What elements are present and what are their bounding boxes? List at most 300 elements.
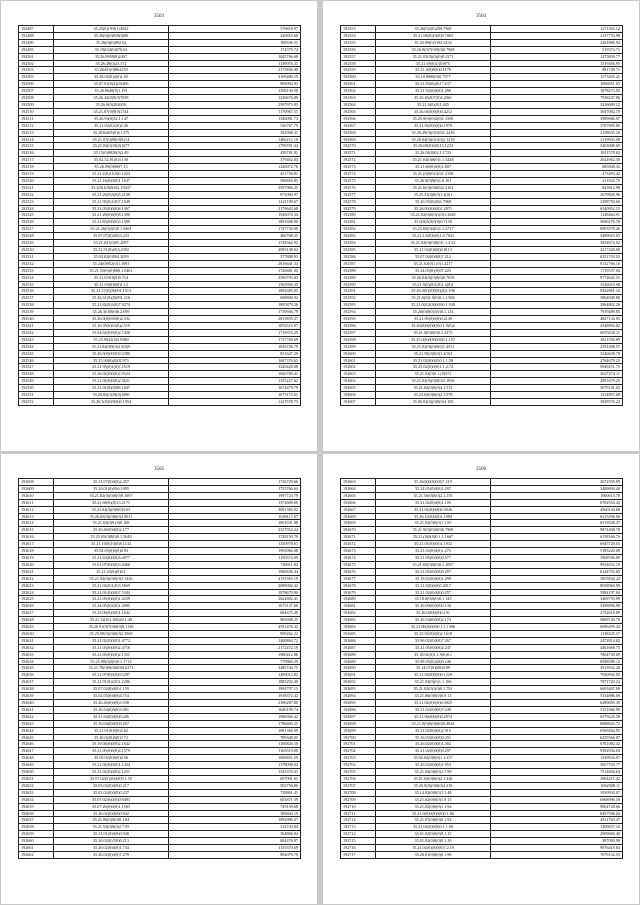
amount-cell: 6968996.59 <box>491 796 623 803</box>
record-code-cell: 35.21.02(0)0(0)0.1979 <box>376 122 491 129</box>
amount-cell: 1148464.91 <box>491 212 623 219</box>
record-id-cell: 192712 <box>341 817 376 824</box>
amount-cell: 1220428.08 <box>169 364 301 371</box>
amount-cell: 7919489.05 <box>491 309 623 316</box>
record-code-cell: 35.98.05(0)2(0)0.246 <box>376 658 491 665</box>
table-row <box>19 575 301 582</box>
amount-cell: 1460864.72 <box>169 637 301 644</box>
record-id-cell: 192520 <box>19 177 54 184</box>
record-code-cell: 35.26.0(0)9(0)1.0.161 <box>376 177 491 184</box>
record-id-cell: 192555 <box>341 39 376 46</box>
amount-cell: 831647.20 <box>169 350 301 357</box>
record-code-cell: 35.26.42(0)9(0)7038 <box>54 95 169 102</box>
record-code-cell: 35.14.07(0)0(0)0.99 <box>376 665 491 672</box>
table-row <box>19 845 301 852</box>
record-code-cell: 35.26.0(0)(0)0(0)(0)2.196 <box>376 288 491 295</box>
table-row <box>341 603 623 610</box>
record-code-cell: 35.01.07(0)0(0)3.0466 <box>54 561 169 568</box>
record-code-cell: 35.21.02(0)0(0)2.5621 <box>54 378 169 385</box>
amount-cell: 843812.98 <box>491 184 623 191</box>
amount-cell: 6289659.39 <box>491 700 623 707</box>
record-id-cell: 192584 <box>341 240 376 247</box>
table-row <box>341 171 623 178</box>
table-row <box>19 741 301 748</box>
record-code-cell: 35.21.0(0)2(0)0(0)0.1.940 <box>376 302 491 309</box>
record-id-cell: 192702 <box>341 748 376 755</box>
record-id-cell: 192649 <box>19 762 54 769</box>
record-code-cell: 35.21.70(0)9(0)0(0)0.6271 <box>54 665 169 672</box>
table-row <box>19 658 301 665</box>
record-id-cell: 192708 <box>341 789 376 796</box>
table-row <box>341 700 623 707</box>
record-code-cell: 35.21.06(0)0(0)0.9.13 <box>376 693 491 700</box>
record-code-cell: 35.26.04(0)9(0)0.4212 <box>376 108 491 115</box>
amount-cell: 1045766.68 <box>169 53 301 60</box>
table-row <box>341 226 623 233</box>
record-id-cell: 192525 <box>19 212 54 219</box>
amount-cell: 3346638.79 <box>491 350 623 357</box>
table-row <box>341 108 623 115</box>
record-code-cell: 35.16.39(0)63(0)2.519 <box>54 322 169 329</box>
record-id-cell: 192607 <box>341 398 376 405</box>
table-row <box>341 575 623 582</box>
table-row <box>341 824 623 831</box>
record-id-cell: 192667 <box>341 506 376 513</box>
table-row <box>341 74 623 81</box>
record-code-cell: 35.26.46(0)0(0)2.177 <box>54 527 169 534</box>
record-code-cell: 35.21.01(0)0(0)1.1932 <box>376 541 491 548</box>
table-row <box>341 53 623 60</box>
record-id-cell: 192685 <box>341 630 376 637</box>
record-code-cell: 35.26.9640(0)1.191 <box>54 88 169 95</box>
table-row <box>341 541 623 548</box>
amount-cell: 1372608.00 <box>169 499 301 506</box>
table-row <box>341 527 623 534</box>
amount-cell: 188336.51 <box>169 39 301 46</box>
amount-cell: 3989686.97 <box>491 115 623 122</box>
record-id-cell: 192538 <box>19 302 54 309</box>
table-row <box>341 589 623 596</box>
table-row <box>341 630 623 637</box>
amount-cell: 2764679.23 <box>491 357 623 364</box>
table-row <box>19 122 301 129</box>
record-code-cell: 35.21.01(0)0(0)0.948 <box>54 831 169 838</box>
record-code-cell: 35.21.83(0)0(0)3.1399 <box>54 219 169 226</box>
record-code-cell: 35.21.02(0)0(0)1.105 <box>376 499 491 506</box>
record-code-cell: 35.25.9042(0)5.9580 <box>54 336 169 343</box>
record-id-cell: 192581 <box>341 219 376 226</box>
table-row <box>341 205 623 212</box>
record-id-cell: 192603 <box>341 371 376 378</box>
record-code-cell: 35.96.02(0)0(0)7.267 <box>376 637 491 644</box>
amount-cell: 779860.29 <box>169 658 301 665</box>
amount-cell: 2909684.40 <box>491 831 623 838</box>
record-code-cell: 35.25.06(0)0(0)1.1642 <box>54 610 169 617</box>
record-code-cell: 35.26.54(0)0(0)3.901 <box>54 706 169 713</box>
record-code-cell: 35.21.68(0)(0)13.2171 <box>54 499 169 506</box>
record-code-cell: 35.26(0)(0)059(0)96 <box>54 32 169 39</box>
amount-cell: 1994797.15 <box>169 686 301 693</box>
record-code-cell: 35.07.02(0)0(0)0.9493 <box>54 796 169 803</box>
amount-cell: 1165519.00 <box>169 748 301 755</box>
record-code-cell: 35.26.99(0)0007.13 <box>54 164 169 171</box>
record-code-cell: 35.21.55(0)(0)800.1.0461 <box>54 267 169 274</box>
amount-cell: 1066851.59 <box>169 755 301 762</box>
table-row <box>341 26 623 33</box>
table-row <box>341 240 623 247</box>
record-id-cell: 192517 <box>19 157 54 164</box>
table-row <box>341 568 623 575</box>
record-id-cell: 192673 <box>341 548 376 555</box>
table-row <box>19 672 301 679</box>
amount-cell: 3285744.75 <box>169 665 301 672</box>
table-row <box>341 191 623 198</box>
table-row <box>341 253 623 260</box>
record-id-cell: 192646 <box>19 741 54 748</box>
record-code-cell: 35.26.02(0)0(0)3.72 <box>54 734 169 741</box>
record-id-cell: 192669 <box>341 520 376 527</box>
record-id-cell: 192543 <box>19 336 54 343</box>
record-code-cell: 35.25(0)19/0(1)4922 <box>54 26 169 33</box>
amount-cell: 1918372.42 <box>169 693 301 700</box>
amount-cell: 2172472.19 <box>169 644 301 651</box>
record-code-cell: 35.21.02(0)(0)0(0)7.2.19 <box>376 845 491 852</box>
record-id-cell: 192699 <box>341 727 376 734</box>
record-id-cell: 192595 <box>341 316 376 323</box>
document-page <box>1 1 317 451</box>
table-row <box>341 95 623 102</box>
record-id-cell: 192629 <box>19 624 54 631</box>
record-code-cell: 35.21.02(0)0(0)0.3025 <box>376 700 491 707</box>
record-id-cell: 192509 <box>19 101 54 108</box>
record-id-cell: 192586 <box>341 253 376 260</box>
amount-cell: 1138425.37 <box>491 630 623 637</box>
record-code-cell: 35.21.07(0)9(0)1744 <box>54 108 169 115</box>
record-id-cell: 192516 <box>19 150 54 157</box>
record-id-cell: 192530 <box>19 247 54 254</box>
record-id-cell: 192622 <box>19 575 54 582</box>
table-row <box>341 810 623 817</box>
table-row <box>19 171 301 178</box>
record-id-cell: 192527 <box>19 226 54 233</box>
record-code-cell: 35.26.09(0)0(0)0.136 <box>376 603 491 610</box>
record-code-cell: 35.15(0)0020(0)2.49 <box>54 150 169 157</box>
record-id-cell: 192522 <box>19 191 54 198</box>
record-code-cell: 35.25.90(0)(0)02.971 <box>54 357 169 364</box>
table-row <box>19 177 301 184</box>
record-code-cell: 35.02.02(0)0(0)1.1.257 <box>376 755 491 762</box>
record-code-cell: 35.21.0(0)0(0)0.1.2475 <box>376 329 491 336</box>
record-id-cell: 192511 <box>19 115 54 122</box>
record-code-cell: 35.24.05(0)(0)07.225 <box>376 267 491 274</box>
amount-cell: 684476.07 <box>169 838 301 845</box>
record-code-cell: 35.21.69(0)1/(0)975 <box>376 60 491 67</box>
record-code-cell: 35.07.26(0)0(0)1.1563 <box>54 803 169 810</box>
table-row <box>19 219 301 226</box>
record-id-cell: 192490 <box>19 39 54 46</box>
document-page <box>323 454 639 904</box>
record-id-cell: 192594 <box>341 309 376 316</box>
record-code-cell: 35.21.02(0)2(0)2.26 <box>54 122 169 129</box>
record-id-cell: 192604 <box>341 378 376 385</box>
amount-cell: 1346081.73 <box>169 115 301 122</box>
record-id-cell: 192652 <box>19 782 54 789</box>
table-row <box>19 734 301 741</box>
record-id-cell: 192487 <box>19 26 54 33</box>
amount-cell: 1378098.04 <box>169 762 301 769</box>
record-id-cell: 192582 <box>341 226 376 233</box>
table-row <box>19 603 301 610</box>
record-code-cell: 35.21.02(0)(0)1.1.166 <box>376 679 491 686</box>
record-code-cell: 35.21.02(0)0(0)1.9.15 <box>376 796 491 803</box>
record-code-cell: 35.21.02(0)0(0)0.3026 <box>376 506 491 513</box>
record-code-cell: 35.21.02(0)0(0)0.257 <box>376 589 491 596</box>
amount-cell: 1519356.95 <box>491 60 623 67</box>
amount-cell: 9874498.78 <box>491 527 623 534</box>
table-row <box>19 755 301 762</box>
record-id-cell: 192625 <box>19 596 54 603</box>
amount-cell: 3298896.98 <box>491 603 623 610</box>
record-id-cell: 192531 <box>19 253 54 260</box>
amount-cell: 1755766.64 <box>169 485 301 492</box>
record-code-cell: 35.21.041(0)05.2097 <box>54 240 169 247</box>
record-code-cell: 35.26.04(0)(0)1(0)2.1218 <box>376 136 491 143</box>
table-row <box>341 658 623 665</box>
amount-cell: 1801631.80 <box>169 520 301 527</box>
table-row <box>341 499 623 506</box>
record-code-cell: 35.26.10(0)0(0)1.1984 <box>376 513 491 520</box>
record-id-cell: 192536 <box>19 288 54 295</box>
record-id-cell: 192674 <box>341 554 376 561</box>
table-row <box>19 392 301 399</box>
amount-cell: 2627274.11 <box>491 371 623 378</box>
record-id-cell: 192576 <box>341 184 376 191</box>
record-code-cell: 35.25.02(0)0(0)1.1.2.72 <box>376 364 491 371</box>
table-row <box>19 157 301 164</box>
amount-cell: 729159.68 <box>169 803 301 810</box>
record-id-cell: 192635 <box>19 665 54 672</box>
amount-cell: 1028117.07 <box>169 513 301 520</box>
table-row <box>19 136 301 143</box>
table-row <box>341 392 623 399</box>
amount-cell: 399604.19 <box>169 810 301 817</box>
record-id-cell: 192683 <box>341 617 376 624</box>
record-id-cell: 192556 <box>341 46 376 53</box>
table-row <box>19 88 301 95</box>
table-row <box>341 748 623 755</box>
table-row <box>19 561 301 568</box>
table-row <box>19 596 301 603</box>
record-id-cell: 192710 <box>341 803 376 810</box>
amount-cell: 5185220.69 <box>491 548 623 555</box>
record-id-cell: 192578 <box>341 198 376 205</box>
table-row <box>341 582 623 589</box>
record-id-cell: 192521 <box>19 184 54 191</box>
table-row <box>19 513 301 520</box>
record-id-cell: 192706 <box>341 775 376 782</box>
amount-cell: 2337954.24 <box>169 527 301 534</box>
record-id-cell: 192663 <box>341 479 376 486</box>
record-code-cell: 35.21.03(0)0(0)1.12 <box>54 281 169 288</box>
amount-cell: 2904415.42 <box>491 775 623 782</box>
record-code-cell: 35.21.58(0)0(0)1.2(0)3 <box>376 350 491 357</box>
amount-cell: 5690176.78 <box>491 219 623 226</box>
amount-cell: 1727736.90 <box>169 226 301 233</box>
page-number: 3505 <box>154 467 164 472</box>
table-row <box>19 817 301 824</box>
record-code-cell: 35.2(0)1(0)0(0)2.19437 <box>54 184 169 191</box>
record-code-cell: 35.26.02(0)7(0)0.213 <box>54 838 169 845</box>
table-row <box>19 713 301 720</box>
record-code-cell: 35.21.01(0)0(0)7.5344 <box>54 589 169 596</box>
record-id-cell: 192598 <box>341 336 376 343</box>
record-code-cell: 35.25.05(0)8(0)0.1.5649 <box>54 534 169 541</box>
table-row <box>19 378 301 385</box>
table-row <box>19 191 301 198</box>
record-id-cell: 192611 <box>19 499 54 506</box>
record-code-cell: 35.26.08(0)0(0)13.1223 <box>376 143 491 150</box>
table-row <box>19 302 301 309</box>
table-row <box>341 775 623 782</box>
record-id-cell: 192637 <box>19 679 54 686</box>
record-code-cell: 35.0(0)3(0)5(0)0.7158 <box>376 219 491 226</box>
record-id-cell: 192639 <box>19 693 54 700</box>
table-row <box>19 316 301 323</box>
page-number: 3506 <box>476 467 486 472</box>
record-code-cell: 35.21.02(0)0(0)1(0)1.3628 <box>376 212 491 219</box>
record-id-cell: 192698 <box>341 720 376 727</box>
record-code-cell: 35.18.0880(0)0.7577 <box>376 74 491 81</box>
record-code-cell: 35.26(0)0(0)0(0)7.219 <box>376 479 491 486</box>
record-code-cell: 35.26.9(0)00(0)9.2380 <box>54 350 169 357</box>
record-id-cell: 192627 <box>19 610 54 617</box>
amount-cell: 1421199.67 <box>169 198 301 205</box>
record-code-cell: 35.21.02(0)0(0)1.275 <box>376 548 491 555</box>
table-row <box>341 32 623 39</box>
record-id-cell: 192599 <box>341 343 376 350</box>
record-code-cell: 35.24.09(0)3104.5432 <box>376 39 491 46</box>
record-code-cell: 35.26.31(0)(0)091.216 <box>54 295 169 302</box>
record-id-cell: 192526 <box>19 219 54 226</box>
table-row <box>341 727 623 734</box>
record-id-cell: 192574 <box>341 171 376 178</box>
amount-cell: 1060615.78 <box>491 492 623 499</box>
record-code-cell: 35.21.02(0)0(0)1.1.92 <box>376 803 491 810</box>
record-code-cell: 35.21.56(0)0(0)2.1.155 <box>376 492 491 499</box>
amount-cell: 2591476.32 <box>169 624 301 631</box>
table-row <box>341 177 623 184</box>
amount-cell: 1214857.08 <box>491 392 623 399</box>
record-code-cell: 35.07.02(0)0(0)1.159 <box>54 686 169 693</box>
amount-cell: 1811578.62 <box>491 150 623 157</box>
table-row <box>19 554 301 561</box>
record-code-cell: 35.21.02(0)(0)0(0)1.4551 <box>376 343 491 350</box>
record-id-cell: 192631 <box>19 637 54 644</box>
amount-cell: 2396287.80 <box>169 700 301 707</box>
record-code-cell: 35.21.(0)0(0)1(0)1.2158 <box>376 171 491 178</box>
record-id-cell: 192579 <box>341 205 376 212</box>
amount-cell: 3489610.03 <box>491 233 623 240</box>
record-id-cell: 192557 <box>341 53 376 60</box>
record-id-cell: 192610 <box>19 492 54 499</box>
record-code-cell: 35.21.01(0)0(0)3.62 <box>54 727 169 734</box>
table-row <box>19 233 301 240</box>
amount-cell: 1728364.92 <box>169 240 301 247</box>
record-id-cell: 192596 <box>341 322 376 329</box>
amount-cell: 5809740.70 <box>491 617 623 624</box>
table-row <box>341 309 623 316</box>
table-row <box>341 184 623 191</box>
table-row <box>341 67 623 74</box>
amount-cell: 1271503.12 <box>491 26 623 33</box>
amount-cell: 1006851.03 <box>491 81 623 88</box>
table-row <box>341 548 623 555</box>
record-id-cell: 192632 <box>19 644 54 651</box>
table-row <box>19 568 301 575</box>
amount-cell: 1226072.76 <box>169 164 301 171</box>
record-id-cell: 192505 <box>19 74 54 81</box>
table-row <box>19 720 301 727</box>
amount-cell: 3298750.66 <box>491 198 623 205</box>
record-id-cell: 192571 <box>341 150 376 157</box>
amount-cell: 3109489.19 <box>169 74 301 81</box>
record-id-cell: 192711 <box>341 810 376 817</box>
record-id-cell: 192645 <box>19 734 54 741</box>
table-row <box>19 350 301 357</box>
record-code-cell: 35.21.05(0)0(0)0.2139 <box>376 316 491 323</box>
record-id-cell: 192547 <box>19 364 54 371</box>
record-code-cell: 35.06.02(0)(0)0(0)4.105 <box>376 398 491 405</box>
record-id-cell: 192518 <box>19 164 54 171</box>
record-id-cell: 192644 <box>19 727 54 734</box>
amount-cell: 3855844.24 <box>491 575 623 582</box>
record-id-cell: 192689 <box>341 658 376 665</box>
amount-cell: 1739946.79 <box>169 309 301 316</box>
amount-cell: 1796660.25 <box>169 720 301 727</box>
record-code-cell: 35.21.02(0)0(0)0.1229 <box>376 672 491 679</box>
record-id-cell: 192700 <box>341 734 376 741</box>
record-code-cell: 35.26.02(0)0(0)2.9324 <box>54 371 169 378</box>
amount-cell: 4348994.82 <box>491 322 623 329</box>
record-id-cell: 192658 <box>19 824 54 831</box>
table-row <box>341 336 623 343</box>
record-code-cell: 35.26.04(0)02.1.1723 <box>376 150 491 157</box>
record-code-cell: 35.21.0(0)0(0)0(0)0.1.86 <box>376 810 491 817</box>
table-row <box>19 398 301 405</box>
record-code-cell: 35.26.0(0)0(0)0.191 <box>376 610 491 617</box>
record-code-cell: 35.21.63(0)0(0)3.4077 <box>54 554 169 561</box>
amount-cell: 1876519.07 <box>169 322 301 329</box>
table-row <box>19 39 301 46</box>
record-id-cell: 192707 <box>341 782 376 789</box>
record-code-cell: 35.21.02(0)0(0)7.249 <box>376 706 491 713</box>
table-row <box>341 817 623 824</box>
table-row <box>341 302 623 309</box>
amount-cell: 4560144.66 <box>491 506 623 513</box>
amount-cell: 685848.32 <box>491 164 623 171</box>
table-row <box>341 288 623 295</box>
record-id-cell: 192654 <box>19 796 54 803</box>
record-code-cell: 35.21.05(0)0(0)0.297 <box>376 568 491 575</box>
table-row <box>341 782 623 789</box>
record-code-cell: 35.26.02(0)0(0)7.278 <box>54 851 169 858</box>
table-row <box>341 520 623 527</box>
record-id-cell: 192659 <box>19 831 54 838</box>
record-code-cell: 35.18.02(0)1.1.9(0)0.1 <box>376 651 491 658</box>
record-code-cell: 35.21.02(0)0(0)0.1.1.58 <box>376 357 491 364</box>
table-row <box>341 343 623 350</box>
record-id-cell: 192671 <box>341 534 376 541</box>
